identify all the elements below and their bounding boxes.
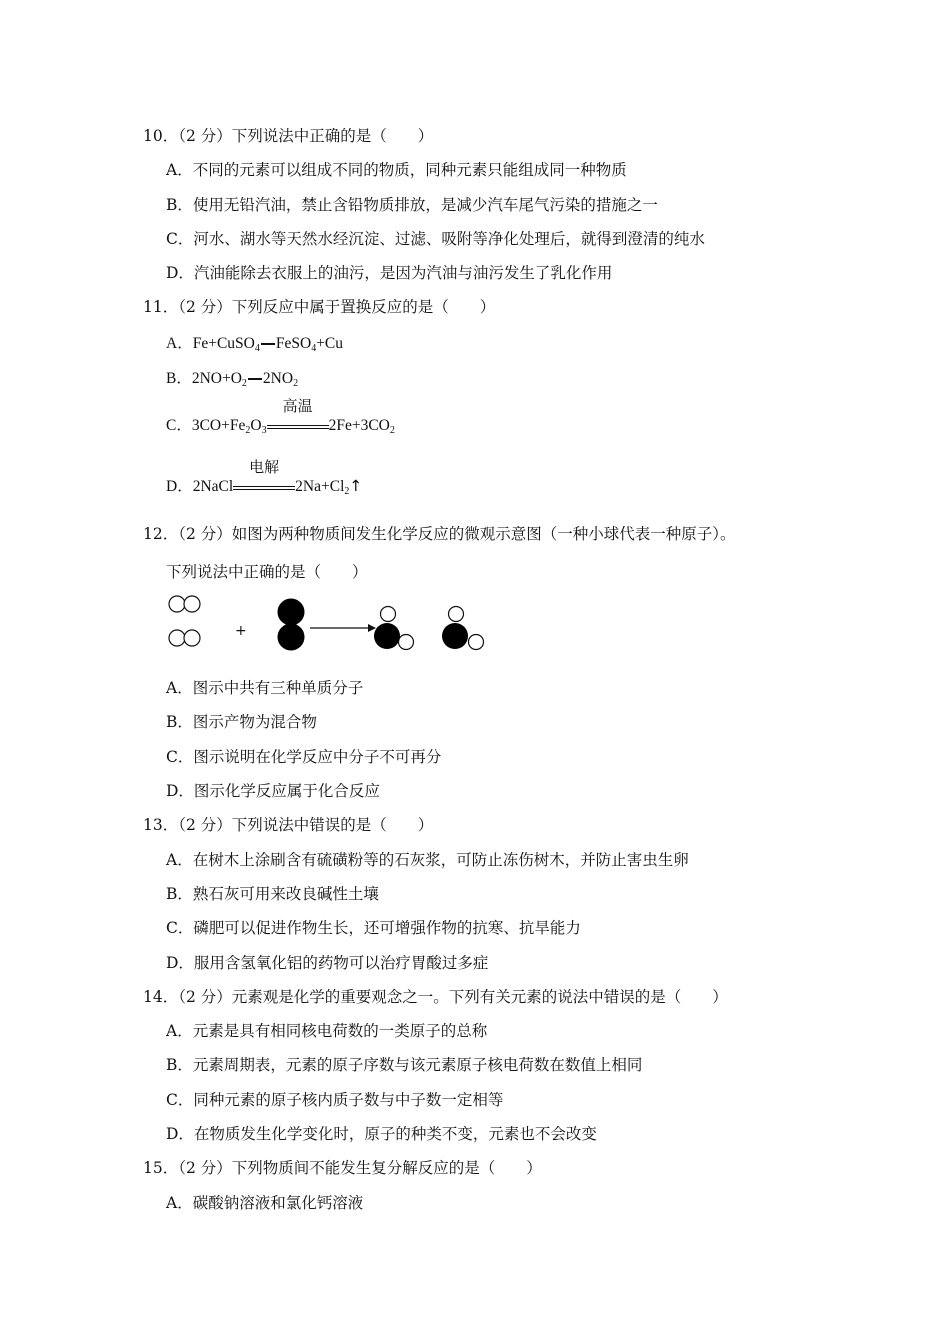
reactant-molecule-1: [169, 596, 200, 612]
q12-stem-continued: 下列说法中正确的是（ ）: [166, 563, 368, 581]
q12-option-a: A．图示中共有三种单质分子: [166, 679, 364, 697]
reaction-arrow: [233, 458, 295, 497]
reactant-molecule-3: [278, 599, 304, 650]
q11-option-a: [166, 334, 343, 354]
q10-option-b: B．使用无铅汽油，禁止含铅物质排放，是减少汽车尾气污染的措施之一: [166, 196, 658, 214]
q11-option-c: [166, 397, 395, 436]
molecule-reaction-diagram: [160, 590, 500, 660]
q13-option-d: D．服用含氢氧化铝的药物可以治疗胃酸过多症: [166, 954, 489, 972]
reactant-molecule-2: [169, 630, 200, 646]
q13-stem: 13．（2 分）下列说法中错误的是（ ）: [143, 816, 434, 834]
equation-c: $3CO+Fe_2O_3$ 高温 $2Fe+3CO_2$: [191, 397, 395, 436]
equation-b: $2NO+O_2$ $2NO_2$: [191, 370, 299, 389]
arrow-head-icon: [368, 624, 376, 632]
q15-stem: 15．（2 分）下列物质间不能发生复分解反应的是（ ）: [143, 1159, 542, 1177]
q14-option-a: A．元素是具有相同核电荷数的一类原子的总称: [166, 1022, 488, 1040]
product-molecule-1: [374, 607, 414, 650]
reaction-arrow: [267, 397, 329, 436]
reaction-condition: 高温: [282, 397, 313, 416]
equation-d: 2NaCl 电解 $2Na+Cl_2↑$: [192, 458, 363, 497]
q12-option-d: D．图示化学反应属于化合反应: [166, 782, 380, 800]
q14-stem: 14．（2 分）元素观是化学的重要观念之一。下列有关元素的说法中错误的是（ ）: [143, 988, 728, 1006]
q11-option-b: [166, 369, 298, 389]
q14-option-b: B．元素周期表，元素的原子序数与该元素原子核电荷数在数值上相同: [166, 1056, 643, 1074]
option-label: A．: [166, 335, 193, 352]
q10-option-d: D．汽油能除去衣服上的油污，是因为汽油与油污发生了乳化作用: [166, 264, 613, 282]
q15-option-a: A．碳酸钠溶液和氯化钙溶液: [166, 1194, 364, 1212]
q10-option-c: C．河水、湖水等天然水经沉淀、过滤、吸附等净化处理后，就得到澄清的纯水: [166, 230, 705, 248]
equals-sign: [248, 378, 262, 380]
option-label: C．: [166, 417, 192, 434]
equals-sign: [261, 343, 275, 345]
q11-stem: 11．（2 分）下列反应中属于置换反应的是（ ）: [143, 298, 496, 316]
q11-option-d: [166, 458, 363, 497]
q12-stem: 12．（2 分）如图为两种物质间发生化学反应的微观示意图（一种小球代表一种原子）。: [143, 525, 736, 543]
q14-option-d: D．在物质发生化学变化时，原子的种类不变，元素也不会改变: [166, 1125, 597, 1143]
equation-a: Fe+CuSO$_4$ FeSO$_4$+Cu: [192, 335, 344, 354]
q13-option-c: C．磷肥可以促进作物生长，还可增强作物的抗寒、抗旱能力: [166, 919, 581, 937]
q14-option-c: C．同种元素的原子核内质子数与中子数一定相等: [166, 1091, 504, 1109]
gas-arrow-icon: ↑: [349, 477, 363, 495]
q10-option-a: A．不同的元素可以组成不同的物质，同种元素只能组成同一种物质: [166, 161, 627, 179]
q12-option-b: B．图示产物为混合物: [166, 713, 317, 731]
option-label: B．: [166, 370, 192, 387]
option-label: D．: [166, 478, 193, 495]
plus-sign: +: [235, 623, 247, 639]
product-molecule-2: [442, 607, 484, 650]
q10-stem: 10．（2 分）下列说法中正确的是（ ）: [143, 127, 434, 145]
reaction-condition: 电解: [249, 458, 280, 477]
q12-option-c: C．图示说明在化学反应中分子不可再分: [166, 748, 442, 766]
q13-option-a: A．在树木上涂刷含有硫磺粉等的石灰浆，可防止冻伤树木，并防止害虫生卵: [166, 851, 689, 869]
q13-option-b: B．熟石灰可用来改良碱性土壤: [166, 885, 379, 903]
